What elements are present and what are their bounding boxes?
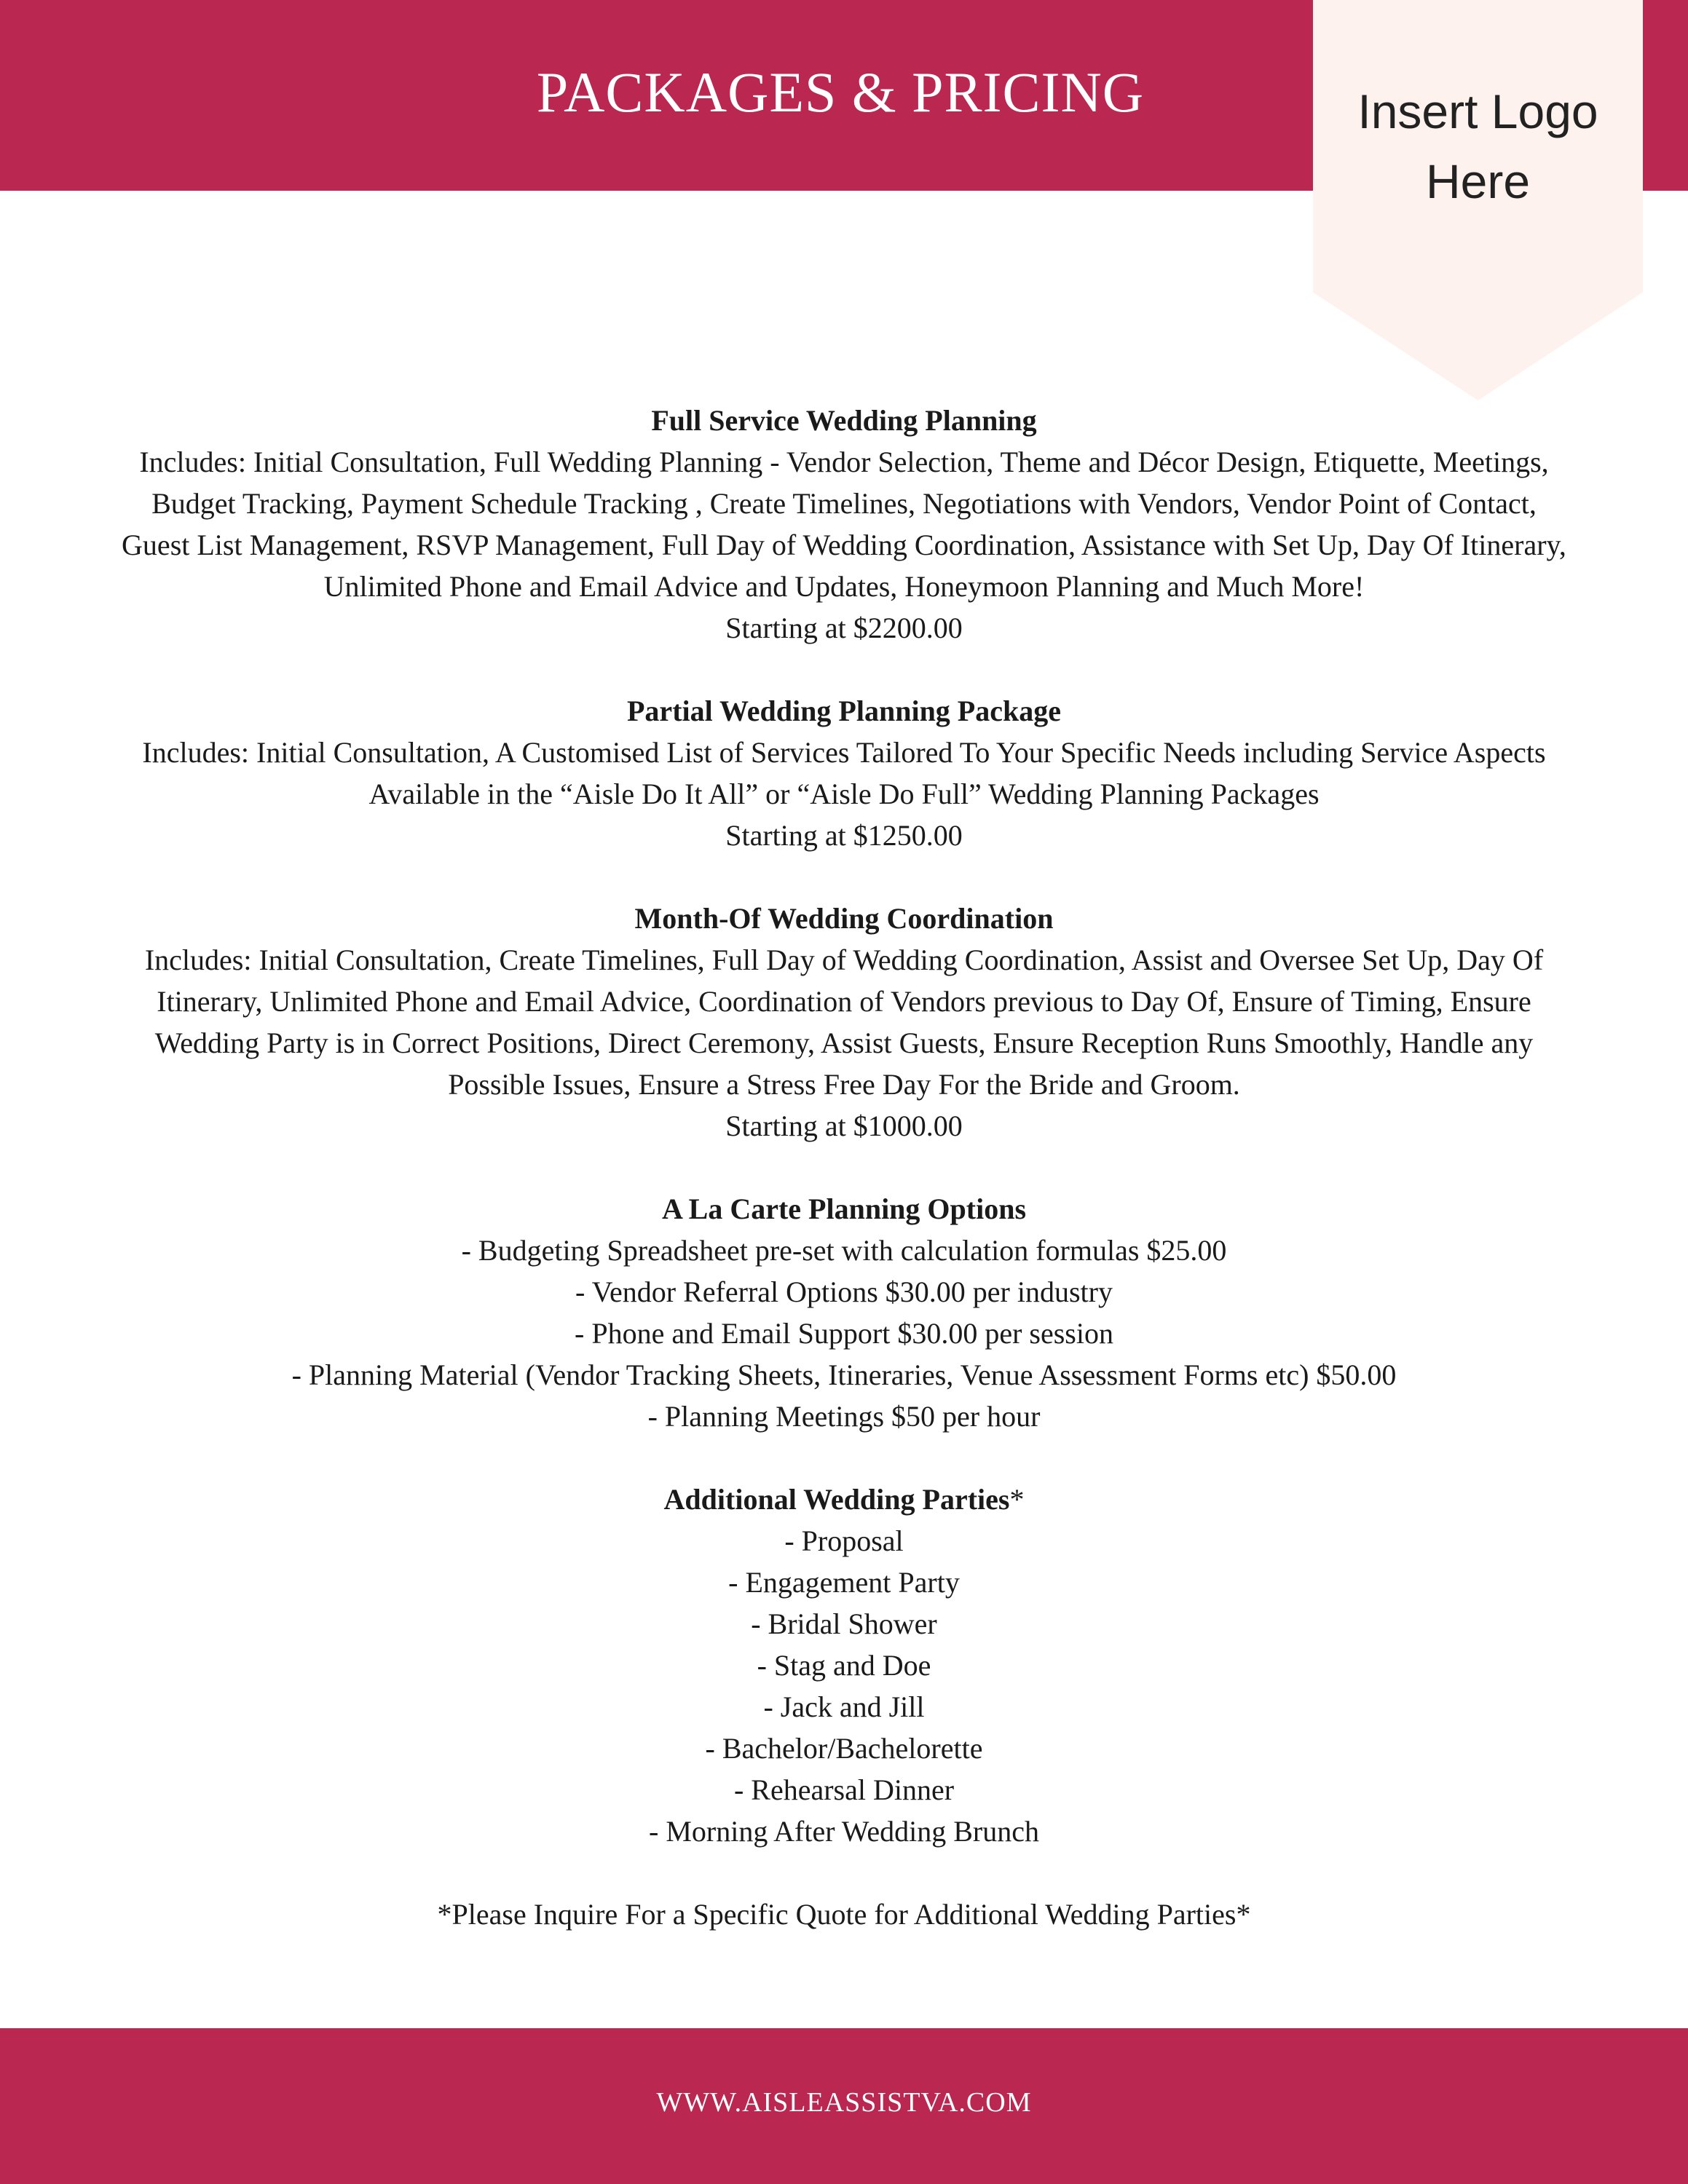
- logo-placeholder-text: [1313, 76, 1643, 216]
- website-url: WWW.AISLEASSISTVA.COM: [656, 2087, 1032, 2118]
- quote-footnote: *Please Inquire For a Specific Quote for Additional Wedding Parties*: [437, 1898, 1251, 1931]
- list-item: - Planning Material (Vendor Tracking Sheets, Itineraries, Venue Assessment Forms etc) $50.00: [291, 1358, 1397, 1391]
- list-item: - Budgeting Spreadsheet pre-set with calculation formulas $25.00: [461, 1234, 1227, 1267]
- package-full-service: [73, 400, 1615, 649]
- description-line: Includes: Initial Consultation, Full Wedding Planning - Vendor Selection, Theme and Décor Design, Etiquette, Meetings,: [139, 446, 1549, 478]
- list-item: - Phone and Email Support $30.00 per session: [575, 1317, 1113, 1350]
- packages-content: [73, 400, 1615, 1935]
- description-line: Available in the “Aisle Do It All” or “Aisle Do Full” Wedding Planning Packages: [368, 778, 1320, 810]
- package-price: Starting at $2200.00: [725, 612, 963, 644]
- list-item: - Stag and Doe: [757, 1649, 931, 1682]
- description-line: Unlimited Phone and Email Advice and Updates, Honeymoon Planning and Much More!: [323, 570, 1365, 603]
- additional-wedding-parties: [73, 1479, 1615, 1852]
- page-title: PACKAGES & PRICING: [536, 60, 1145, 124]
- a-la-carte-options: [73, 1188, 1615, 1437]
- list-item: - Morning After Wedding Brunch: [649, 1815, 1039, 1848]
- package-title: Partial Wedding Planning Package: [627, 695, 1061, 727]
- section-heading: [73, 1479, 1615, 1520]
- asterisk-mark: *: [1009, 1483, 1025, 1516]
- description-line: Possible Issues, Ensure a Stress Free Day For the Bride and Groom.: [448, 1068, 1240, 1101]
- package-month-of: [73, 898, 1615, 1147]
- package-title: Month-Of Wedding Coordination: [634, 902, 1054, 935]
- list-item: - Rehearsal Dinner: [733, 1773, 955, 1806]
- list-item: - Proposal: [784, 1524, 904, 1557]
- package-price: Starting at $1250.00: [725, 819, 963, 852]
- section-title: Additional Wedding Parties: [663, 1483, 1010, 1516]
- description-line: Budget Tracking, Payment Schedule Tracking , Create Timelines, Negotiations with Vendors, Vendor Point of Contact,: [151, 487, 1537, 520]
- list-item: - Engagement Party: [728, 1566, 960, 1599]
- list-item: - Bachelor/Bachelorette: [705, 1732, 983, 1765]
- package-description: [73, 939, 1615, 1105]
- list-item: - Vendor Referral Options $30.00 per industry: [575, 1275, 1113, 1308]
- package-description: [73, 732, 1615, 815]
- logo-text-line-1: Insert Logo: [1357, 84, 1598, 138]
- list-item: - Planning Meetings $50 per hour: [647, 1400, 1041, 1433]
- logo-text-line-2: Here: [1425, 154, 1531, 208]
- package-title: Full Service Wedding Planning: [651, 404, 1037, 437]
- package-description: [73, 441, 1615, 607]
- description-line: Includes: Initial Consultation, Create Timelines, Full Day of Wedding Coordination, Assist and Oversee Set Up, Day Of: [144, 943, 1544, 976]
- package-partial: [73, 690, 1615, 856]
- description-line: Guest List Management, RSVP Management, Full Day of Wedding Coordination, Assistance with Set Up, Day Of Itinerary,: [122, 529, 1566, 561]
- description-line: Itinerary, Unlimited Phone and Email Advice, Coordination of Vendors previous to Day Of, Ensure of Timing, Ensure: [157, 985, 1531, 1018]
- list-item: - Jack and Jill: [763, 1690, 925, 1723]
- description-line: Includes: Initial Consultation, A Customised List of Services Tailored To Your Specific Needs including Service Aspects: [142, 736, 1546, 769]
- section-title: A La Carte Planning Options: [661, 1192, 1027, 1225]
- package-price: Starting at $1000.00: [725, 1109, 963, 1142]
- description-line: Wedding Party is in Correct Positions, Direct Ceremony, Assist Guests, Ensure Reception Runs Smoothly, Handle any: [154, 1026, 1534, 1059]
- list-item: - Bridal Shower: [751, 1607, 937, 1640]
